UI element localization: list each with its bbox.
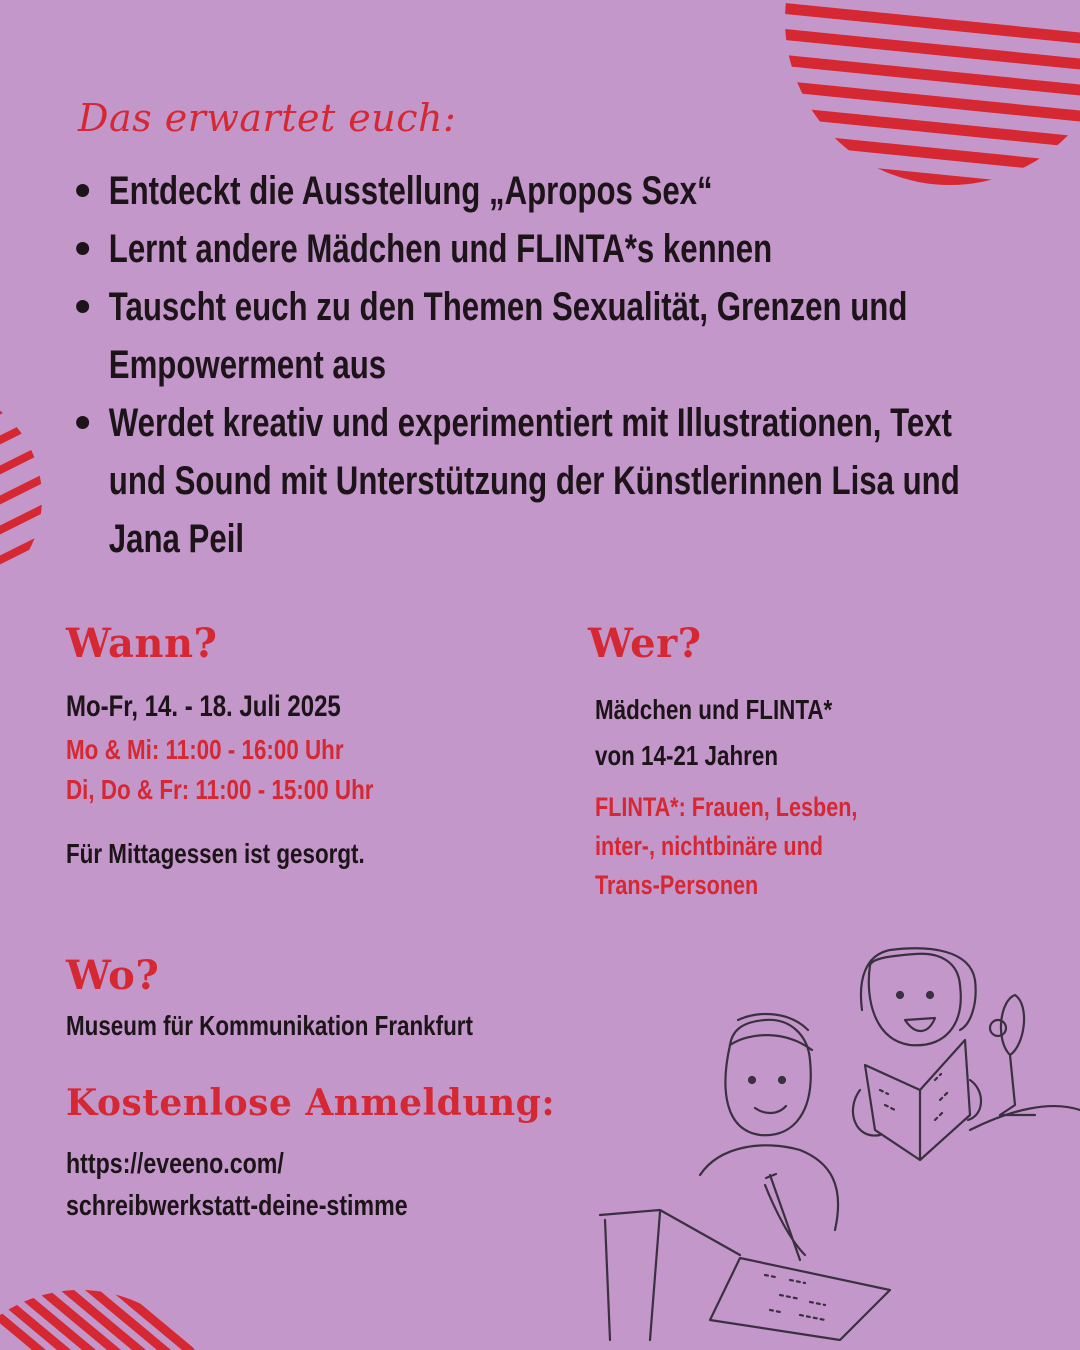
list-item <box>76 394 982 568</box>
list-item-text: Tauscht euch zu den Themen Sexualität, Grenzen und Empowerment aus <box>108 285 908 387</box>
intro-list <box>76 162 976 568</box>
pen-icon <box>766 1174 800 1260</box>
reader-book <box>865 1040 970 1160</box>
when-times-di-do-fr: Di, Do & Fr: 11:00 - 15:00 Uhr <box>66 774 374 805</box>
list-item-text: Werdet kreativ und experimentiert mit Illustrationen, Text und Sound mit Unterstützung der Künstlerinnen Lisa und Jana Peil <box>108 401 960 561</box>
when-lunch-note: Für Mittagessen ist gesorgt. <box>66 838 365 869</box>
paper <box>710 1258 890 1340</box>
list-item <box>76 278 982 394</box>
who-definition-line: inter-, nichtbinäre und <box>595 831 824 861</box>
microphone-icon <box>1000 995 1035 1115</box>
who-age: von 14-21 Jahren <box>595 740 779 771</box>
when-dates: Mo-Fr, 14. - 18. Juli 2025 <box>66 690 341 723</box>
writer-body <box>700 1145 838 1230</box>
who-definition-line: Trans-Personen <box>595 870 759 900</box>
striped-circle-bottom-left <box>0 1280 220 1350</box>
who-heading: Wer? <box>588 620 702 667</box>
where-heading: Wo? <box>66 952 160 999</box>
writer-head <box>725 1020 810 1135</box>
who-audience: Mädchen und FLINTA* <box>595 694 833 725</box>
reader-head <box>869 954 961 1046</box>
registration-url-line-1[interactable]: https://eveeno.com/ <box>66 1148 284 1180</box>
when-times-mo-mi: Mo & Mi: 11:00 - 16:00 Uhr <box>66 734 344 765</box>
where-venue: Museum für Kommunikation Frankfurt <box>66 1010 473 1041</box>
list-item: Lernt andere Mädchen und FLINTA*s kennen <box>76 220 982 278</box>
intro-heading: Das erwartet euch: <box>78 96 457 140</box>
who-definition-line: FLINTA*: Frauen, Lesben, <box>595 792 858 822</box>
when-heading: Wann? <box>66 620 218 667</box>
registration-heading: Kostenlose Anmeldung: <box>66 1082 556 1124</box>
sketch-illustration <box>590 940 1080 1345</box>
registration-url-line-2[interactable]: schreibwerkstatt-deine-stimme <box>66 1190 408 1222</box>
list-item: Entdeckt die Ausstellung „Apropos Sex“ <box>76 162 982 220</box>
striped-circle-left <box>0 380 60 620</box>
